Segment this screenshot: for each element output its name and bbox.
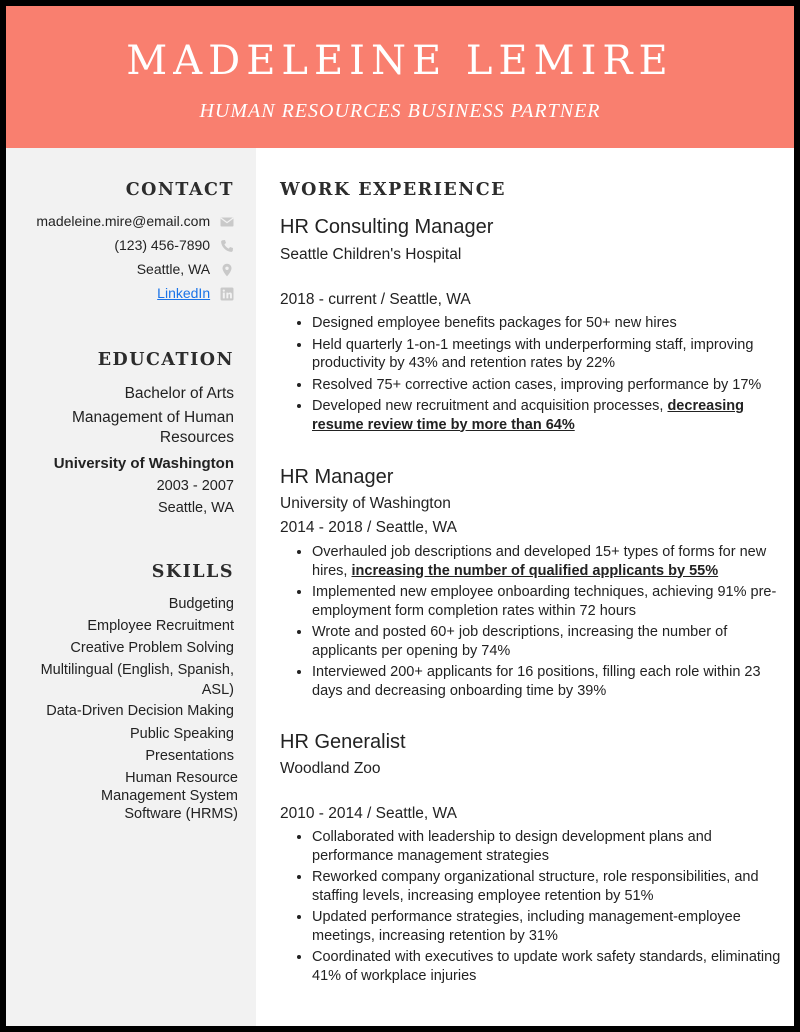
education-field: Management of Human Resources [72,409,234,446]
map-pin-icon [220,262,234,276]
education-heading: EDUCATION [97,350,234,370]
education-years: 2003 - 2007 [156,478,234,494]
envelope-icon [220,214,234,228]
job-bullet: • Resolved 75+ corrective action cases, improving performance by 17% [312,376,782,395]
contact-location [137,258,234,279]
education-location: Seattle, WA [157,500,234,516]
candidate-name: MADELEINE LEMIRE [126,38,674,84]
skills-heading: SKILLS [151,562,234,582]
highlighted-result: increasing the number of qualified applicants by 55% [351,562,719,579]
job-company: Seattle Children's Hospital [280,246,462,263]
job-bullet: • Coordinated with executives to update work safety standards, eliminating 41% of workplace injuries [312,948,782,985]
phone-icon [220,238,234,252]
education-school: University of Washington [53,455,234,472]
linkedin-link[interactable]: LinkedIn [157,285,211,302]
contact-linkedin[interactable] [157,282,234,303]
job-bullets [280,828,782,988]
job-bullet: • Updated performance strategies, including management-employee meetings, increasing retention by 31% [312,908,782,945]
job-dates: 2018 - current / Seattle, WA [280,291,471,308]
sidebar [6,148,256,1026]
job-company: University of Washington [280,495,451,512]
job-bullet: • Reworked company organizational structure, role responsibilities, and staffing levels, increasing employee retention by 51% [312,868,782,905]
skill-item: Budgeting [168,596,234,612]
job-bullet: • Wrote and posted 60+ job descriptions, increasing the number of applicants per opening by 74% [312,623,782,660]
contact-location-text: Seattle, WA [136,261,211,278]
skill-item: Employee Recruitment [87,618,234,634]
education-degree: Bachelor of Arts [124,385,234,402]
skill-item: Creative Problem Solving [70,640,234,656]
contact-phone-text: (123) 456-7890 [114,237,211,254]
skill-item: Public Speaking [130,726,234,742]
resume-page [6,6,794,1026]
job-bullet: • Designed employee benefits packages for 50+ new hires [312,314,782,333]
skill-item: Data-Driven Decision Making [46,703,234,719]
job-bullets [280,543,782,703]
contact-heading: CONTACT [125,180,234,200]
work-experience-heading: WORK EXPERIENCE [280,180,506,200]
contact-phone [114,234,234,255]
skill-item: Multilingual (English, Spanish, ASL) [40,662,234,698]
job-bullet: • Interviewed 200+ applicants for 16 positions, filling each role within 23 days and decreasing onboarding time by 39% [312,663,782,700]
job-bullet: • Collaborated with leadership to design development plans and performance management strategies [312,828,782,865]
candidate-role: HUMAN RESOURCES BUSINESS PARTNER [199,100,601,122]
job-bullet: • Developed new recruitment and acquisition processes, decreasing resume review time by more than 64% [312,397,782,434]
skill-item: Human Resource Management System Software (HRMS) [100,770,238,822]
job-bullet: • Held quarterly 1-on-1 meetings with underperforming staff, improving productivity by 43% and retention rates by 22% [312,336,782,373]
job-dates: 2014 - 2018 / Seattle, WA [280,519,457,536]
skill-item: Presentations [145,748,234,764]
highlighted-result: decreasing resume review time by more than 64% [312,398,745,433]
resume-header [6,6,794,148]
job-dates: 2010 - 2014 / Seattle, WA [280,805,457,822]
job-title: HR Manager [280,466,394,488]
job-bullet: • Implemented new employee onboarding techniques, achieving 91% pre-employment form completion rates within 72 hours [312,583,782,620]
job-title: HR Generalist [280,731,406,753]
job-bullets [280,314,782,437]
contact-email-text: madeleine.mire@email.com [36,213,211,230]
main-content [256,148,794,1026]
job-bullet: • Overhauled job descriptions and developed 15+ types of forms for new hires, increasing the number of qualified applicants by 55% [312,543,782,580]
job-company: Woodland Zoo [280,760,381,777]
contact-email [36,210,234,231]
job-title: HR Consulting Manager [280,216,494,238]
linkedin-icon [220,286,234,300]
